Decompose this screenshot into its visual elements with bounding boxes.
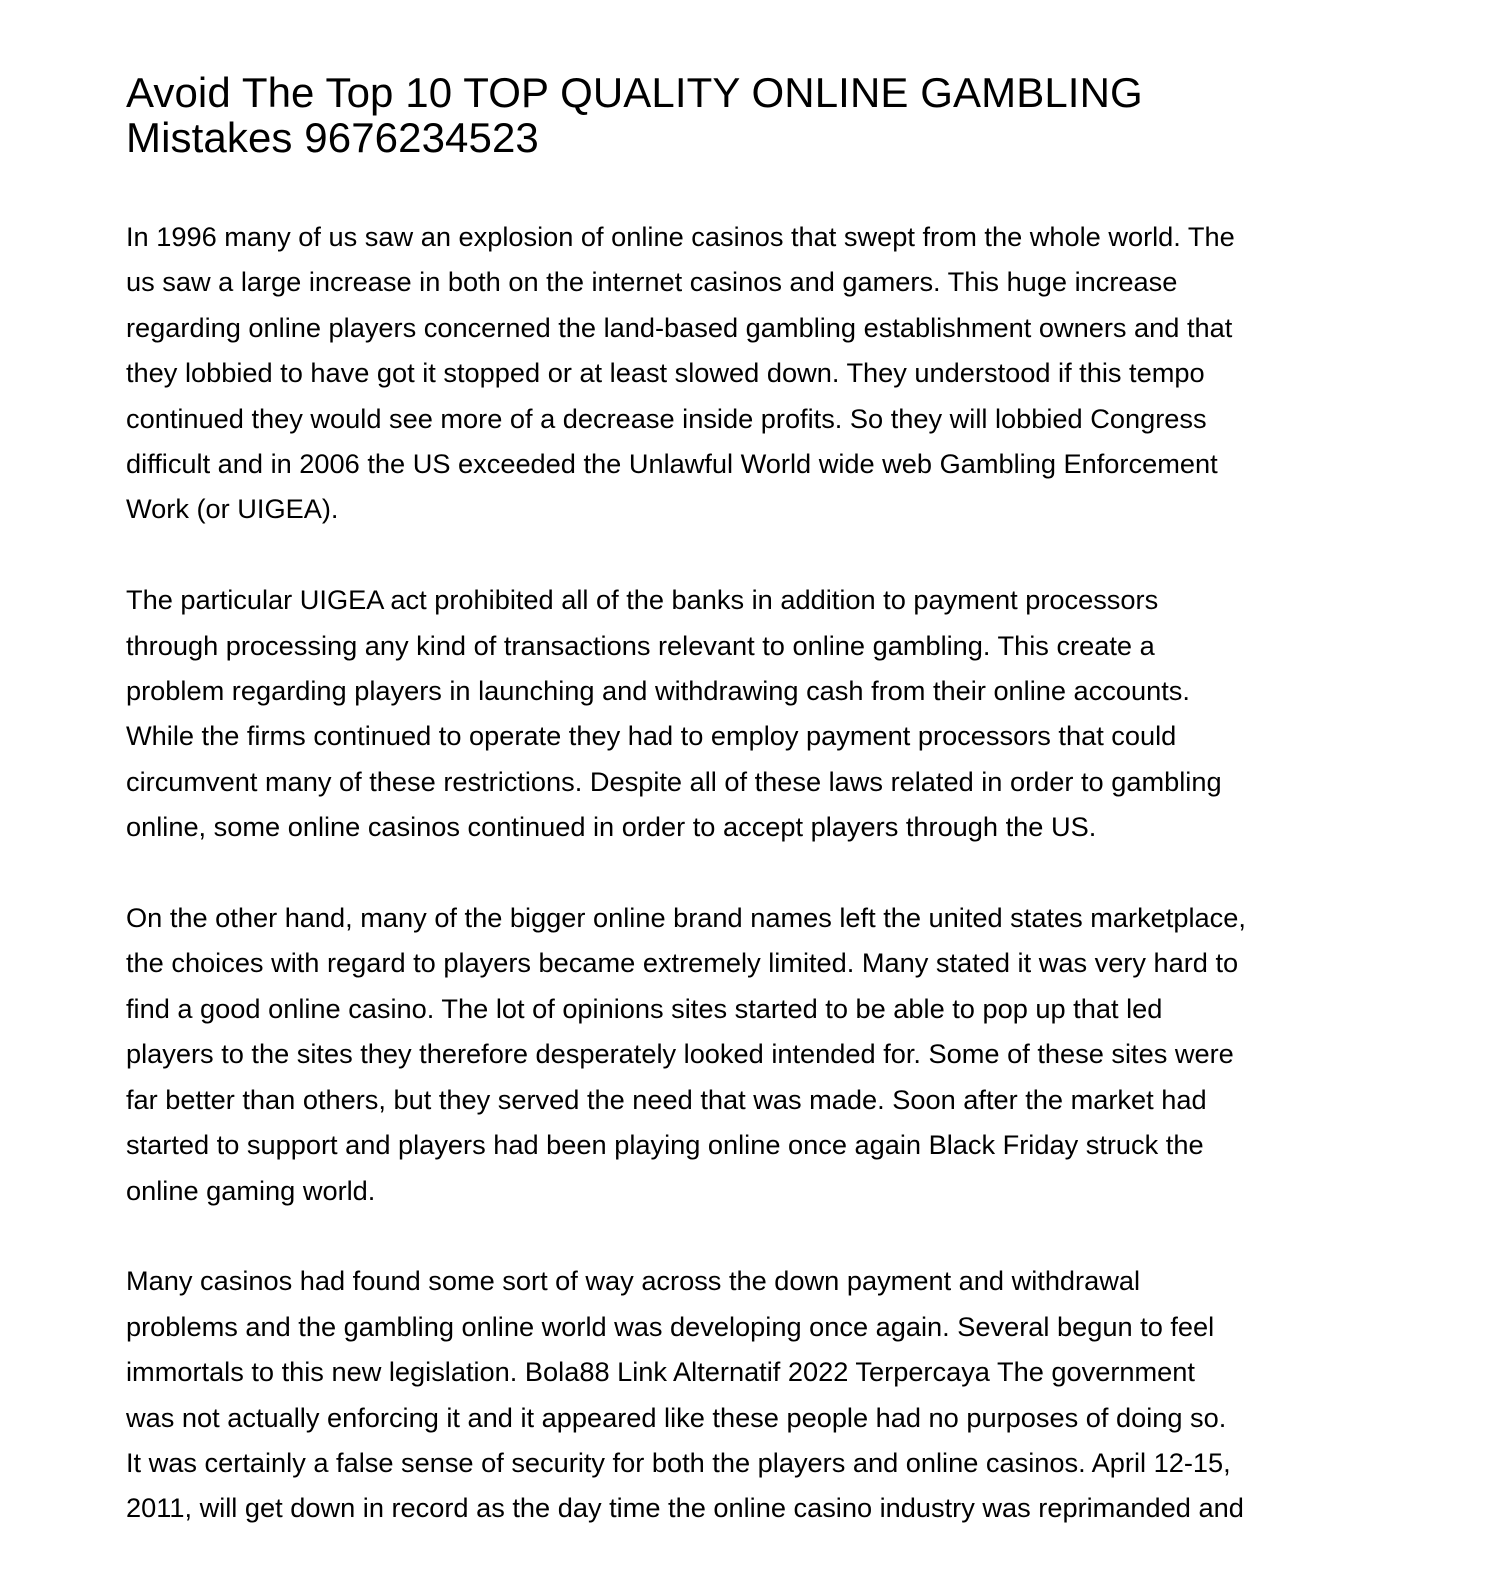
text-line: On the other hand, many of the bigger online brand names left the united states marketplace, <box>126 902 1246 934</box>
text-line: 2011, will get down in record as the day time the online casino industry was reprimanded and <box>126 1492 1244 1524</box>
text-line: regarding online players concerned the land-based gambling establishment owners and that <box>126 311 1233 343</box>
text-line: online gaming world. <box>126 1174 376 1206</box>
text-line: the choices with regard to players became extremely limited. Many stated it was very hard to <box>126 947 1239 979</box>
text-line: was not actually enforcing it and it appeared like these people had no purposes of doing so. <box>126 1401 1227 1433</box>
text-line: Work (or UIGEA). <box>126 493 339 525</box>
text-line: difficult and in 2006 the US exceeded the Unlawful World wide web Gambling Enforcement <box>126 448 1218 480</box>
text-line: find a good online casino. The lot of opinions sites started to be able to pop up that led <box>126 992 1163 1024</box>
document-page <box>126 70 1376 1576</box>
text-line: problem regarding players in launching and withdrawing cash from their online accounts. <box>126 675 1190 707</box>
text-line: circumvent many of these restrictions. Despite all of these laws related in order to gambling <box>126 765 1222 797</box>
text-line: While the firms continued to operate they had to employ payment processors that could <box>126 720 1177 752</box>
text-line: through processing any kind of transactions relevant to online gambling. This create a <box>126 629 1155 661</box>
title-line: Avoid The Top 10 TOP QUALITY ONLINE GAMBLING <box>126 69 1143 116</box>
text-line: It was certainly a false sense of security for both the players and online casinos. April 12-15, <box>126 1446 1231 1478</box>
text-line: they lobbied to have got it stopped or at least slowed down. They understood if this tempo <box>126 357 1205 389</box>
text-line: online, some online casinos continued in order to accept players through the US. <box>126 811 1097 843</box>
text-line: far better than others, but they served the need that was made. Soon after the market had <box>126 1083 1207 1115</box>
paragraph <box>126 1258 1376 1530</box>
page-title <box>126 70 1376 160</box>
text-line: In 1996 many of us saw an explosion of online casinos that swept from the whole world. The <box>126 221 1235 252</box>
title-line: Mistakes 9676234523 <box>126 114 539 161</box>
text-line: players to the sites they therefore desperately looked intended for. Some of these sites were <box>126 1038 1234 1070</box>
text-line: The particular UIGEA act prohibited all of the banks in addition to payment processors <box>126 584 1159 616</box>
text-line: started to support and players had been playing online once again Black Friday struck the <box>126 1129 1204 1161</box>
text-line: Many casinos had found some sort of way across the down payment and withdrawal <box>126 1265 1141 1297</box>
paragraph <box>126 577 1376 849</box>
paragraph <box>126 214 1376 532</box>
text-line: continued they would see more of a decrease inside profits. So they will lobbied Congress <box>126 402 1207 434</box>
text-line: us saw a large increase in both on the internet casinos and gamers. This huge increase <box>126 266 1178 298</box>
paragraph <box>126 895 1376 1213</box>
text-line: problems and the gambling online world was developing once again. Several begun to feel <box>126 1310 1215 1342</box>
text-line: immortals to this new legislation. Bola88 Link Alternatif 2022 Terpercaya The government <box>126 1356 1195 1388</box>
